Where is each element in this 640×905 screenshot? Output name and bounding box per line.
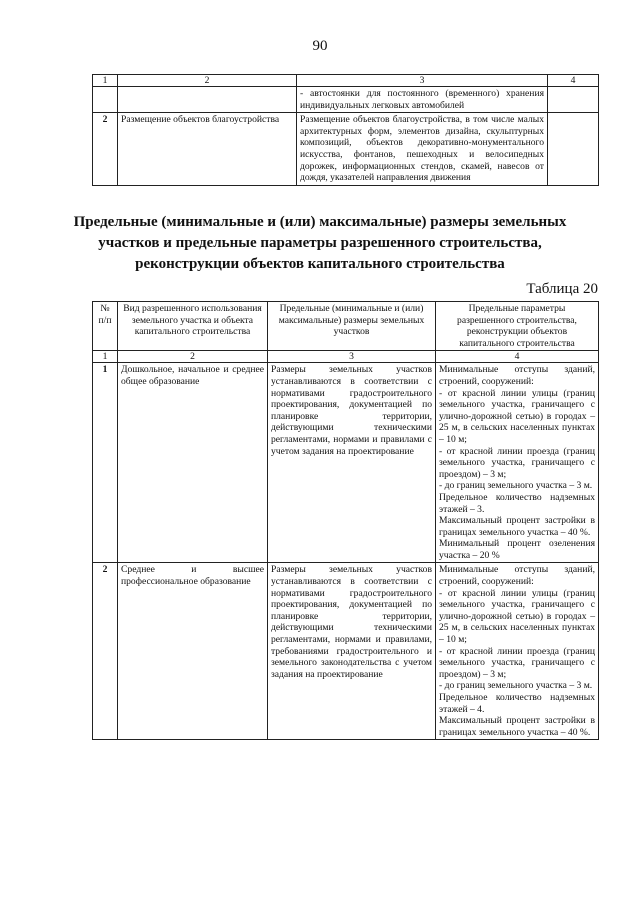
header-cell: 4 xyxy=(548,75,599,87)
table-row xyxy=(93,87,599,113)
header-cell-sizes: Предельные (минимальные и (или) максимальные) размеры земельных участков xyxy=(268,302,436,351)
table-row xyxy=(93,113,599,186)
row-number xyxy=(93,87,118,113)
row-sizes: Размеры земельных участков устанавливаются в соответствии с нормативами градостроительного проектирования, документацией по планировке территории, действующими техническими регламентами, нормами и правилами с учетом задания на проектирование xyxy=(268,363,436,563)
header-cell: 2 xyxy=(118,75,297,87)
index-cell: 3 xyxy=(268,351,436,363)
header-cell-usage: Вид разрешенного использования земельного участка и объекта капитального строительства xyxy=(118,302,268,351)
row-number: 2 xyxy=(93,113,118,186)
param-line: - от красной линии улицы (границ земельного участка, граничащего с улично-дорожной сетью) в городах – 25 м, в сельских населенных пунктах – 10 м; xyxy=(439,587,595,646)
param-line: Предельное количество надземных этажей – 3. xyxy=(439,491,595,515)
param-line: Максимальный процент застройки в границах земельного участка – 40 %. xyxy=(439,515,595,538)
table-header-row xyxy=(93,75,599,87)
row-params xyxy=(436,563,599,740)
table-row xyxy=(93,563,599,740)
table-header-row xyxy=(93,302,599,351)
row-name: Среднее и высшее профессиональное образование xyxy=(118,563,268,740)
param-line: Минимальные отступы зданий, строений, сооружений: xyxy=(439,364,595,387)
row-col4 xyxy=(548,113,599,186)
param-line: - от красной линии проезда (границ земельного участка, граничащего с проездом) – 3 м; xyxy=(439,645,595,680)
top-table xyxy=(92,74,599,186)
index-cell: 1 xyxy=(93,351,118,363)
row-description: - автостоянки для постоянного (временного) хранения индивидуальных легковых автомобилей xyxy=(297,87,548,113)
row-name xyxy=(118,87,297,113)
row-col4 xyxy=(548,87,599,113)
param-line: Минимальные отступы зданий, строений, сооружений: xyxy=(439,564,595,588)
header-cell-number: № п/п xyxy=(93,302,118,351)
main-table xyxy=(92,301,599,740)
page-number: 90 xyxy=(312,38,328,54)
table-label: Таблица 20 xyxy=(526,281,598,297)
header-cell-params: Предельные параметры разрешенного строительства, реконструкции объектов капитального строительства xyxy=(436,302,599,351)
row-name: Размещение объектов благоустройства xyxy=(118,113,297,186)
row-sizes: Размеры земельных участков устанавливаются в соответствии с нормативами градостроительного проектирования, документацией по планировке территории, действующими техническими регламентами, нормами и правилами, требованиями градостроительного и земельного законодательства с учетом задания на проектирование xyxy=(268,563,436,740)
section-title: Предельные (минимальные и (или) максимальные) размеры земельных участков и предельные параметры разрешенного строительства, реконструкции объектов капитального строительства xyxy=(73,214,567,272)
table-row xyxy=(93,363,599,563)
param-line: Максимальный процент застройки в границах земельного участка – 40 %. xyxy=(439,715,595,738)
header-cell: 3 xyxy=(297,75,548,87)
header-cell: 1 xyxy=(93,75,118,87)
param-line: - от красной линии улицы (границ земельного участка, граничащего с улично-дорожной сетью) в городах – 25 м, в сельских населенных пунктах – 10 м; xyxy=(439,387,595,445)
row-params xyxy=(436,363,599,563)
row-number: 2 xyxy=(93,563,118,740)
row-number: 1 xyxy=(93,363,118,563)
index-cell: 2 xyxy=(118,351,268,363)
row-name: Дошкольное, начальное и среднее общее образование xyxy=(118,363,268,563)
param-line: Минимальный процент озеленения участка – 20 % xyxy=(439,538,595,561)
param-line: - до границ земельного участка – 3 м. xyxy=(439,680,593,692)
index-row xyxy=(93,351,599,363)
index-cell: 4 xyxy=(436,351,599,363)
param-line: - до границ земельного участка – 3 м. xyxy=(439,480,593,492)
row-description: Размещение объектов благоустройства, в том числе малых архитектурных форм, элементов дизайна, скульптурных композиций, объектов декоративно-монументального искусства, фонтанов, пешеходных и велосипедных дорожек, информационных стендов, скамей, навесов от дождя, указателей направления движения xyxy=(297,113,548,186)
param-line: - от красной линии проезда (границ земельного участка, граничащего с проездом) – 3 м; xyxy=(439,445,595,480)
param-line: Предельное количество надземных этажей – 4. xyxy=(439,692,595,715)
